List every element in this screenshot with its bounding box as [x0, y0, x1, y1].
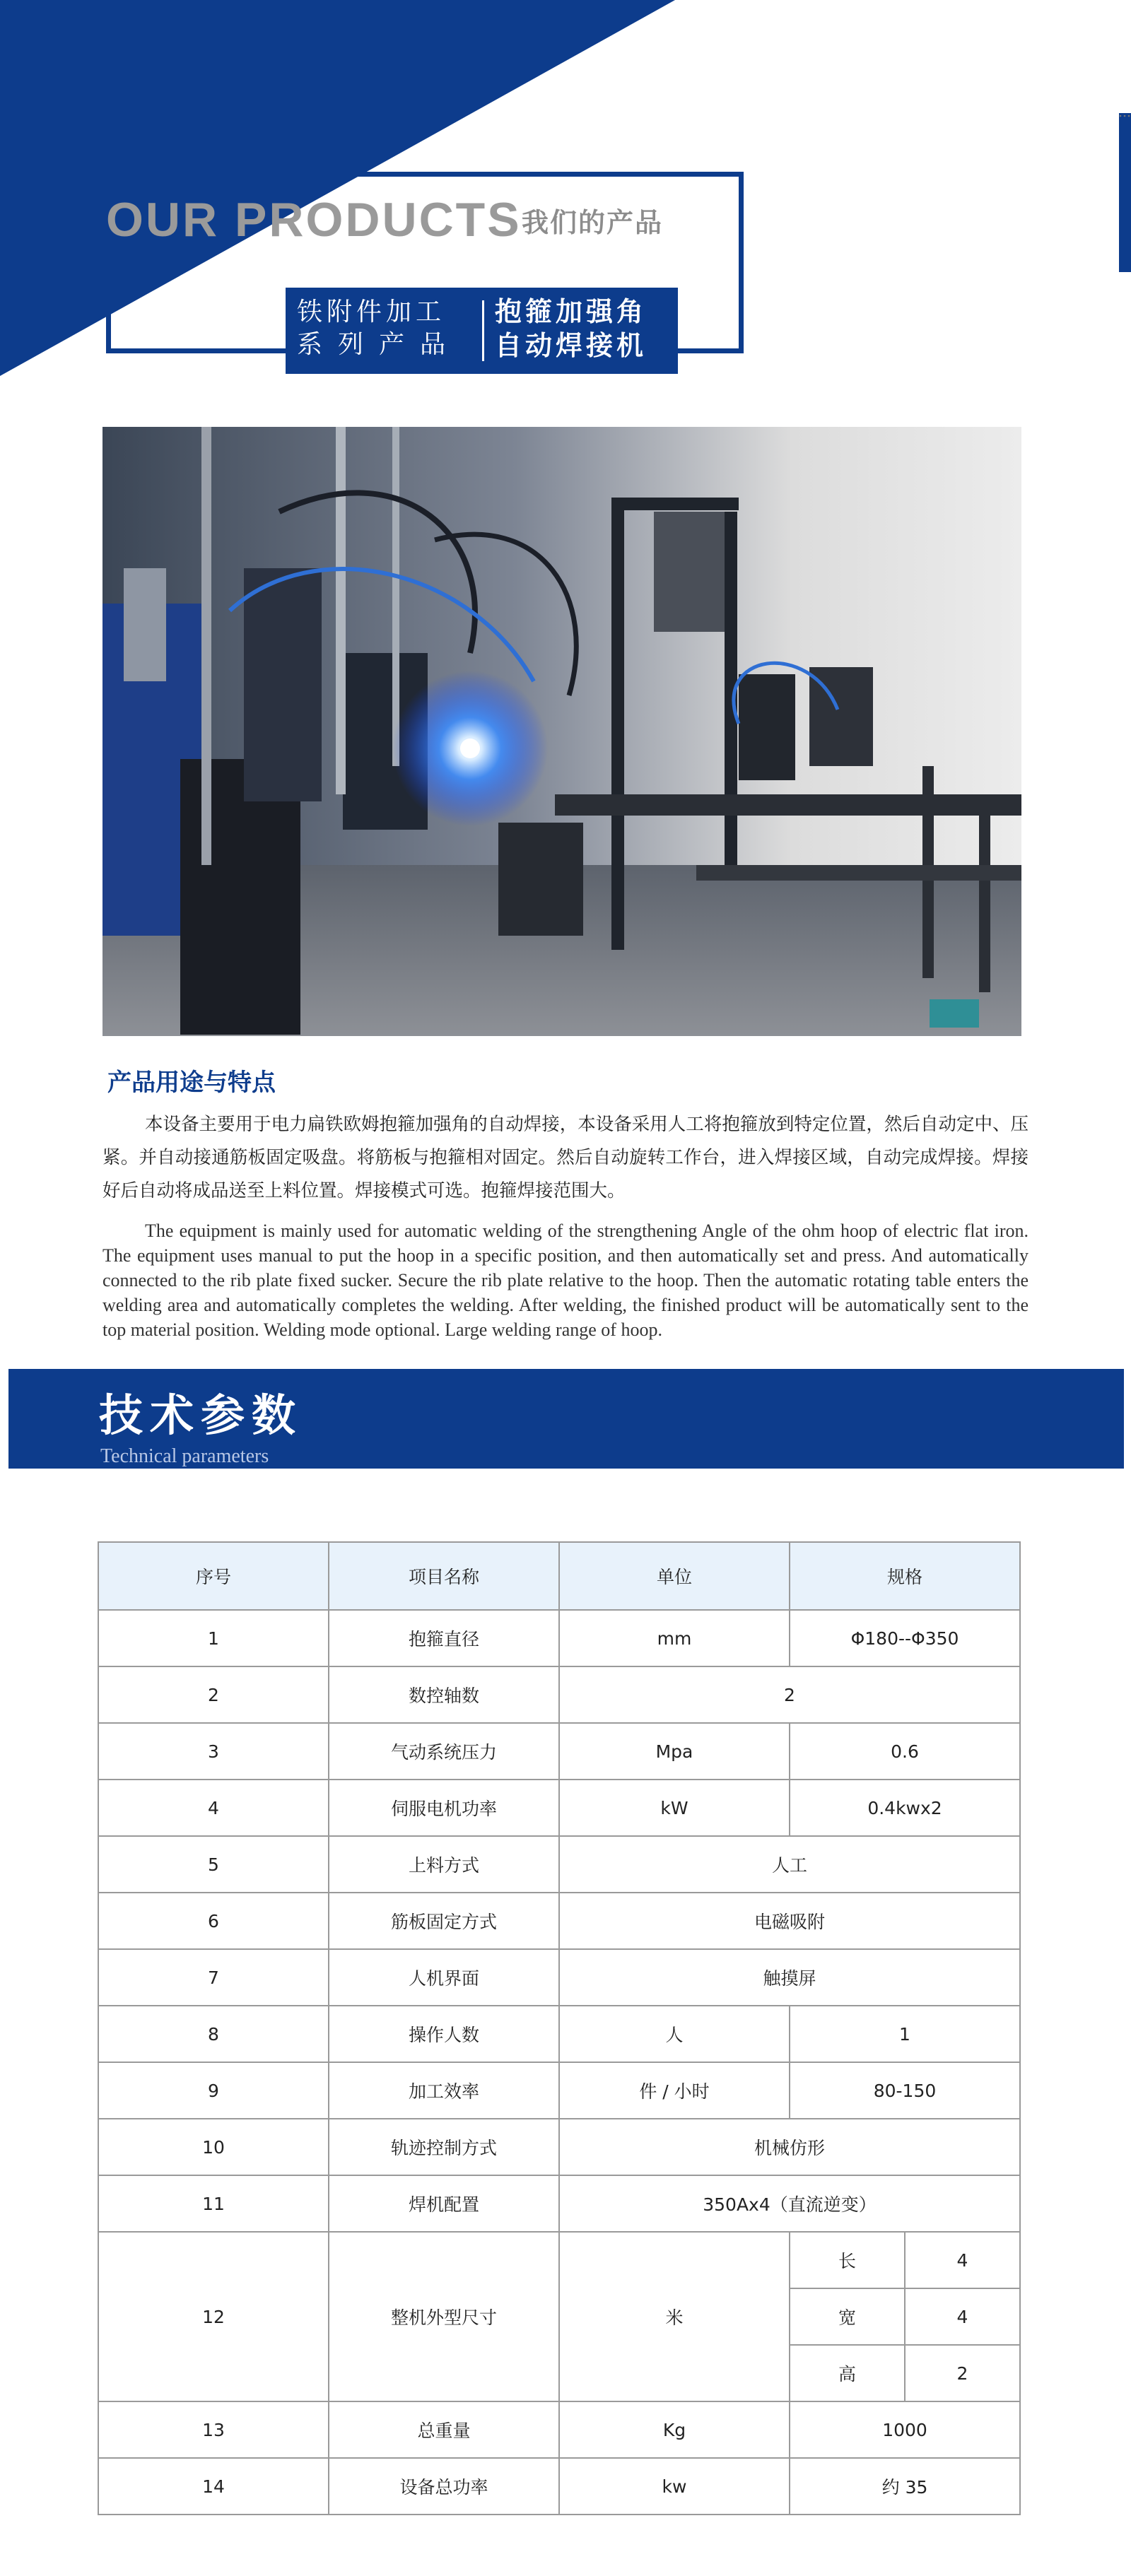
cell-no: 9	[98, 2062, 329, 2119]
cell-no: 8	[98, 2006, 329, 2062]
tech-params-banner	[8, 1369, 1124, 1469]
our-products-cn-title: 我们的产品	[522, 207, 664, 238]
table-row	[98, 2401, 1020, 2458]
cell-name: 抱箍直径	[329, 1610, 559, 1666]
cell-no: 7	[98, 1949, 329, 2006]
cell-merged: 2	[559, 1666, 1020, 1723]
spec-table	[98, 1541, 1021, 2515]
cell-spec: 约 35	[790, 2458, 1020, 2515]
table-row	[98, 1893, 1020, 1949]
cell-dim-label: 宽	[790, 2288, 905, 2345]
cell-name: 气动系统压力	[329, 1723, 559, 1780]
cell-unit: 米	[559, 2232, 790, 2401]
cell-spec: 0.4kwx2	[790, 1780, 1020, 1836]
cell-name: 伺服电机功率	[329, 1780, 559, 1836]
cell-spec: 1	[790, 2006, 1020, 2062]
dots-decoration	[1118, 114, 1131, 117]
table-row	[98, 1666, 1020, 1723]
cell-no: 3	[98, 1723, 329, 1780]
features-en-text: The equipment is mainly used for automatic welding of the strengthening Angle of the ohm hoop of electric flat iron. The equipment uses manual to put the hoop in a specific position, and then automatically set and press. And automatically connected to the rib plate fixed sucker. Secure the rib plate relative to the hoop. Then the automatic rotating table enters the welding area and automatically completes the welding. After welding, the finished product will be automatically sent to the top material position. Welding mode optional. Large welding range of hoop.	[102, 1221, 1029, 1340]
cell-name: 加工效率	[329, 2062, 559, 2119]
cell-no: 2	[98, 1666, 329, 1723]
cell-spec: 80-150	[790, 2062, 1020, 2119]
series-label	[297, 296, 474, 361]
cell-name: 轨迹控制方式	[329, 2119, 559, 2175]
table-row	[98, 2175, 1020, 2232]
cell-name: 操作人数	[329, 2006, 559, 2062]
cell-merged: 电磁吸附	[559, 1893, 1020, 1949]
cell-name: 整机外型尺寸	[329, 2232, 559, 2401]
table-row	[98, 1610, 1020, 1666]
cell-dim-value: 4	[905, 2288, 1020, 2345]
cell-unit: 人	[559, 2006, 790, 2062]
cell-unit: kW	[559, 1780, 790, 1836]
cell-no: 11	[98, 2175, 329, 2232]
header-spec: 规格	[790, 1542, 1020, 1610]
table-row	[98, 2119, 1020, 2175]
cell-merged: 机械仿形	[559, 2119, 1020, 2175]
cell-unit: Mpa	[559, 1723, 790, 1780]
table-row	[98, 2232, 1020, 2288]
cell-name: 上料方式	[329, 1836, 559, 1893]
table-row	[98, 1949, 1020, 2006]
features-heading: 产品用途与特点	[107, 1069, 276, 1097]
cell-unit: kw	[559, 2458, 790, 2515]
table-row	[98, 1836, 1020, 1893]
cell-no: 1	[98, 1610, 329, 1666]
cell-name: 设备总功率	[329, 2458, 559, 2515]
cell-spec: 1000	[790, 2401, 1020, 2458]
series-line-2: 系列产品	[297, 330, 462, 359]
cell-no: 14	[98, 2458, 329, 2515]
table-row	[98, 2062, 1020, 2119]
tech-params-title: 技术参数	[99, 1389, 303, 1441]
table-row	[98, 1723, 1020, 1780]
features-cn-text: 本设备主要用于电力扁铁欧姆抱箍加强角的自动焊接，本设备采用人工将抱箍放到特定位置，然后自动定中、压紧。并自动接通筋板固定吸盘。将筋板与抱箍相对固定。然后自动旋转工作台，进入焊接区域，自动完成焊接。焊接好后自动将成品送至上料位置。焊接模式可选。抱箍焊接范围大。	[102, 1114, 1029, 1201]
product-line-1: 抱箍加强角	[495, 296, 647, 327]
cell-spec: 0.6	[790, 1723, 1020, 1780]
cell-merged: 触摸屏	[559, 1949, 1020, 2006]
cell-unit: Kg	[559, 2401, 790, 2458]
cell-no: 5	[98, 1836, 329, 1893]
cell-name: 筋板固定方式	[329, 1893, 559, 1949]
cell-unit: mm	[559, 1610, 790, 1666]
cell-name: 数控轴数	[329, 1666, 559, 1723]
header-name: 项目名称	[329, 1542, 559, 1610]
cell-no: 13	[98, 2401, 329, 2458]
product-line-2: 自动焊接机	[495, 330, 647, 361]
cell-dim-value: 4	[905, 2232, 1020, 2288]
cell-dim-label: 高	[790, 2345, 905, 2401]
cell-merged: 350Ax4（直流逆变）	[559, 2175, 1020, 2232]
product-name	[495, 295, 672, 363]
cell-unit: 件 / 小时	[559, 2062, 790, 2119]
cell-dim-label: 长	[790, 2232, 905, 2288]
product-photo	[102, 427, 1021, 1036]
cell-no: 6	[98, 1893, 329, 1949]
cell-name: 焊机配置	[329, 2175, 559, 2232]
cell-no: 4	[98, 1780, 329, 1836]
table-row	[98, 2458, 1020, 2515]
title-separator	[482, 300, 484, 361]
product-title-box	[286, 288, 678, 374]
cell-spec: Φ180--Φ350	[790, 1610, 1020, 1666]
cell-no: 10	[98, 2119, 329, 2175]
table-row	[98, 1780, 1020, 1836]
header-unit: 单位	[559, 1542, 790, 1610]
tech-params-subtitle: Technical parameters	[100, 1445, 269, 1467]
side-accent-bar	[1119, 113, 1131, 272]
cell-name: 人机界面	[329, 1949, 559, 2006]
table-header-row	[98, 1542, 1020, 1610]
series-line-1: 铁附件加工	[297, 298, 446, 327]
cell-name: 总重量	[329, 2401, 559, 2458]
cell-dim-value: 2	[905, 2345, 1020, 2401]
header-no: 序号	[98, 1542, 329, 1610]
our-products-title: OUR PRODUCTS	[106, 193, 522, 247]
cell-merged: 人工	[559, 1836, 1020, 1893]
table-row	[98, 2006, 1020, 2062]
cell-no: 12	[98, 2232, 329, 2401]
